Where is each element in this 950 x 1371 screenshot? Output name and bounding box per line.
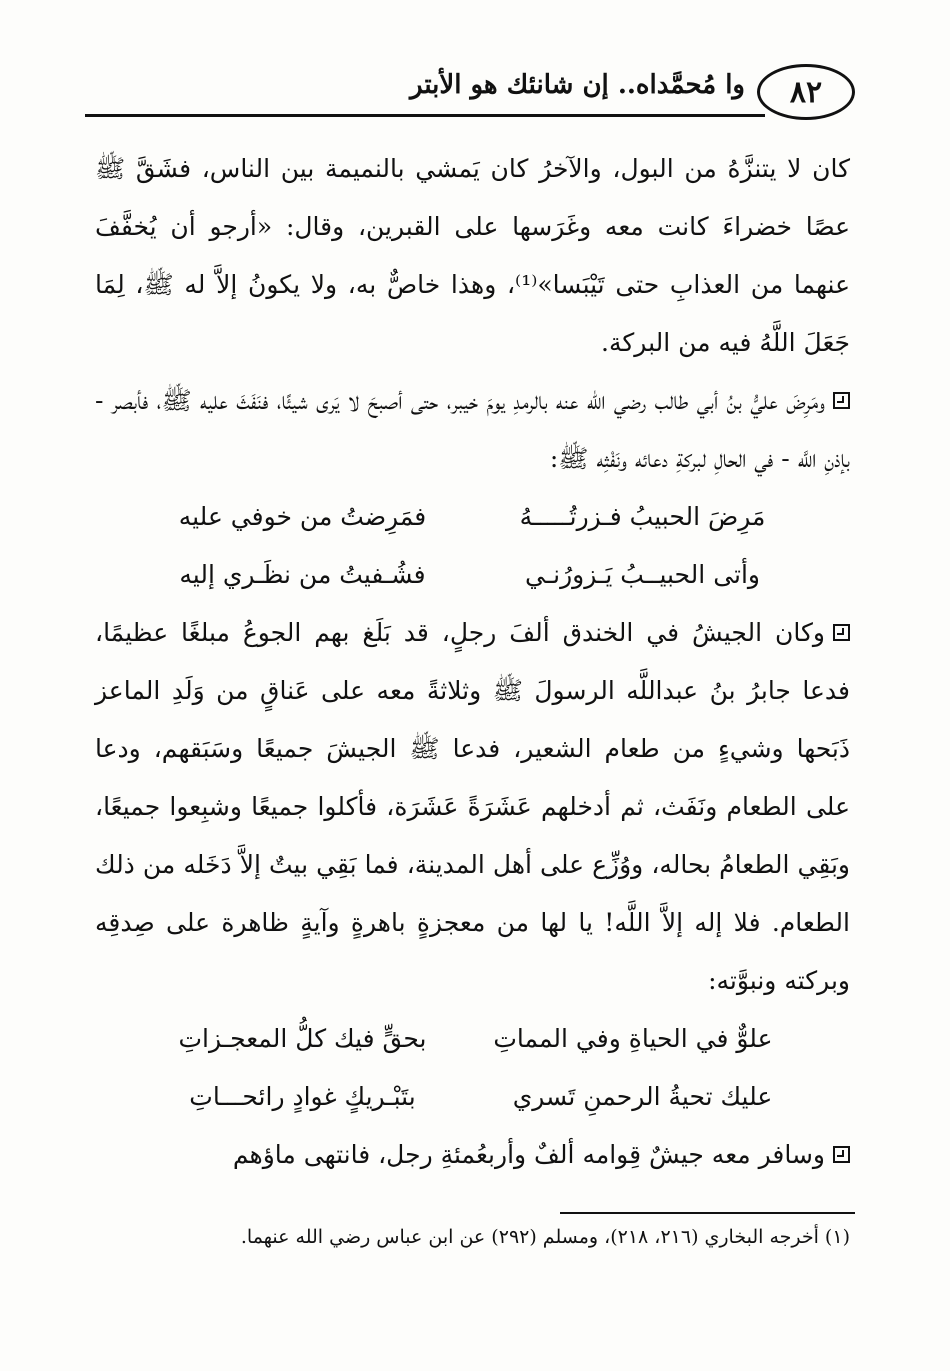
paragraph-3 <box>95 604 850 1010</box>
box-bullet-icon <box>833 624 850 641</box>
paragraph-1: كان لا يتنزَّهُ من البول، والآخرُ كان يَمشي بالنميمة بين الناس، فشَقَّ ﷺ عصًا خضراءَ كانت معه وغَرَسها على القبرين، وقال: «أرجو أن يُخفَّفَ عنهما من العذابِ حتى تَيْبَسا»⁽¹⁾، وهذا خاصٌّ به، ولا يكونُ إلاَّ له ﷺ، لِمَا جَعَلَ اللَّهُ فيه من البركة. <box>95 154 850 357</box>
poem-1-line-1 <box>173 488 773 546</box>
poem-1-line-2-first-hemistich: وأتى الحبيــبُ يَـزورُنـي <box>524 560 761 589</box>
poem-2-line-1-second-hemistich: بحقٍّ فيك كلُّ المعجـزاتِ <box>178 1024 427 1053</box>
poem-2-line-2-second-hemistich: بتَبْـريكٍ غوادٍ رائحـــاتِ <box>189 1082 416 1111</box>
box-bullet-icon <box>833 1146 850 1163</box>
paragraph-2-text: ومَرِضَ عليُّ بنُ أبي طالب رضي الله عنه بالرمدِ يومَ خيبر، حتى أصبحَ لا يَرى شيئًا، فنَفَثَ عليه ﷺ، فأبصر - بإذنِ اللَّه - في الحالِ لبركةِ دعائه ونَفْثِه ﷺ: <box>95 386 850 473</box>
poem-1 <box>173 488 773 604</box>
poem-2-line-1-first-hemistich: علوٌّ في الحياةِ وفي المماتِ <box>493 1024 773 1053</box>
poem-2-line-2-first-hemistich: عليك تحيةُ الرحمنِ تَسري <box>512 1082 773 1111</box>
paragraph-3-text: وكان الجيشُ في الخندق ألفَ رجلٍ، قد بَلَغ بهم الجوعُ مبلغًا عظيمًا، فدعا جابرُ بنُ عبداللَّه الرسولَ ﷺ وثلاثةً معه على عَناقٍ من وَلَدِ الماعز ذَبَحها وشيءٍ من طعام الشعير، فدعا ﷺ الجيشَ جميعًا وسَبَقهم، ودعا على الطعام ونَفَث، ثم أدخلهم عَشَرَةً عَشَرَة، فأكلوا جميعًا وشبِعوا جميعًا، وبَقِي الطعامُ بحاله، ووُزِّع على أهل المدينة، فما بَقِي بيتٌ إلاَّ دَخَله من ذلك الطعام. فلا إله إلاَّ اللَّه! يا لها من معجزةٍ باهرةٍ وآيةٍ ظاهرة على صِدقِه وبركته ونبوَّته: <box>95 618 850 995</box>
page-header <box>85 62 855 122</box>
poem-1-line-2 <box>173 546 773 604</box>
poem-1-line-1-second-hemistich: فمَرِضتُ من خوفي عليه <box>178 502 427 531</box>
paragraph-2 <box>95 372 850 488</box>
page-number: ٨٢ <box>757 64 855 120</box>
running-title: وا مُحمَّداه.. إن شانئك هو الأبتر <box>409 70 745 100</box>
header-rule <box>85 114 765 117</box>
box-bullet-icon <box>833 392 850 409</box>
poem-2-line-2 <box>173 1068 773 1126</box>
poem-2 <box>173 1010 773 1126</box>
poem-1-line-2-second-hemistich: فشُـفيتُ من نظَـري إليه <box>179 560 426 589</box>
footnote-separator <box>560 1212 855 1214</box>
paragraph-4-text: وسافر معه جيشٌ قِوامه ألفٌ وأربعُمئةِ رجل، فانتهى ماؤهم <box>232 1140 825 1169</box>
poem-1-line-1-first-hemistich: مَرِضَ الحبيبُ فـزرتُـــــهُ <box>519 502 766 531</box>
page-body <box>95 140 850 1184</box>
footnote-1: (١) أخرجه البخاري (٢١٦، ٢١٨)، ومسلم (٢٩٢) عن ابن عباس رضي الله عنهما. <box>240 1226 850 1248</box>
poem-2-line-1 <box>173 1010 773 1068</box>
paragraph-4 <box>95 1126 850 1184</box>
